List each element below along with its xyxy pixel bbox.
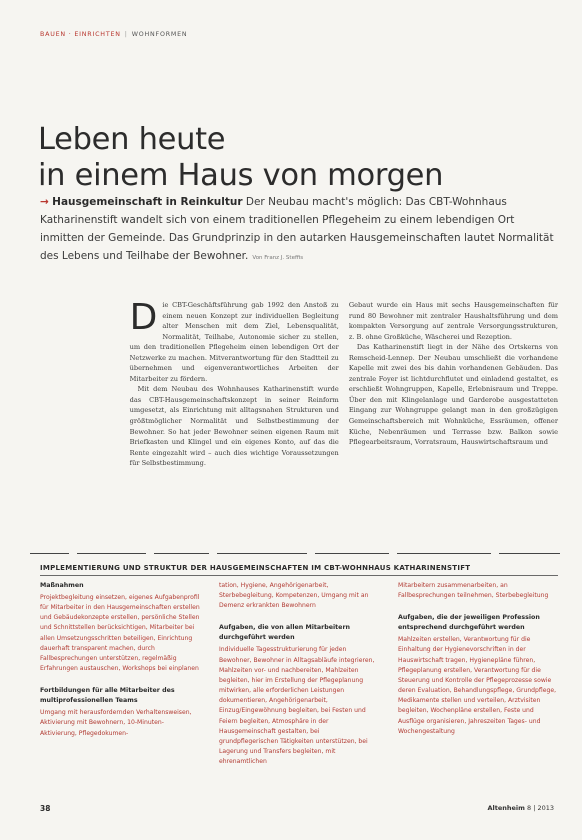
section-header xyxy=(40,31,187,38)
box-heading: Fortbildungen für alle Mitarbeiter des multiprofessionellen Teams xyxy=(40,687,175,705)
info-box-column-2 xyxy=(219,581,379,767)
box-text: Mahlzeiten erstellen, Verantwortung für die Einhaltung der Hygienevorschriften in der Hauswirtschaft tragen, Hygienepläne führen, Pflegeplanung erstellen, Verantwortung für die Steuerung und Kontrolle der Pflegeprozesse sowie deren Evaluation, Behandlungspflege, Grundpflege, Medikamente stellen und verteilen, Arztvisiten begleiten, Wochenpläne erstellen, Feste und Ausflüge organisieren, Jahreszeiten Tages- und Wochengestaltung xyxy=(398,636,557,735)
author-byline: Von Franz J. Steffis xyxy=(252,255,304,261)
header-separator: | xyxy=(124,31,128,38)
lead-kicker: Hausgemeinschaft in Reinkultur xyxy=(52,196,243,208)
title-line-1: Leben heute xyxy=(38,122,226,158)
article-title xyxy=(38,122,443,194)
body-paragraph: Mit dem Neubau des Wohnhauses Katharinenstift wurde das CBT-Hausgemeinschaftskonzept in seiner Reinform umgesetzt, als Einrichtung mit alltagsnahen Strukturen und größtmöglicher Normalität und Selbstbestimmung der Bewohner. So hat jeder Bewohner seinen eigenen Raum mit Briefkasten und Klingel und ein eigenes Konto, auf das die Rente eingezahlt wird – auch dies wichtige Voraussetzungen für Selbstbestimmung. xyxy=(129,385,339,468)
box-text: Projektbegleitung einsetzen, eigenes Aufgabenprofil für Mitarbeiter in den Hausgemeinschaften erstellen und Gebäudekonzepte erstellen, persönliche Stellen und Schnittstellen berücksichtigen, Mitarbeiter bei allen Umsetzungsschritten beteiligen, Einrichtung dauerhaft transparent machen, durch Fallbesprechungen unterstützen, regelmäßig Erfahrungen austauschen, Workshops bei einplanen xyxy=(40,594,200,673)
body-paragraph: Gebaut wurde ein Haus mit sechs Hausgemeinschaften für rund 80 Bewohner mit zentraler Haushaltsführung und dem kompakten Versorgung auf zentrale Versorgungsstrukturen, z. B. ohne Großküche, Wäscherei und Rezeption. xyxy=(348,301,558,341)
lead-text: Der Neubau macht's möglich: Das CBT-Wohnhaus Katharinenstift wandelt sich von einem traditionellen Pflegeheim zu einem lebendigen Ort inmitten der Gemeinde. Das Grundprinzip in den autarken Hausgemeinschaften lautet Normalität des Lebens und Teilhabe der Bewohner. xyxy=(40,196,554,262)
page-number: 38 xyxy=(40,804,51,813)
box-heading: Aufgaben, die der jeweiligen Profession entsprechend durchgeführt werden xyxy=(398,614,540,632)
box-divider xyxy=(30,553,560,554)
info-box-column-1 xyxy=(40,581,200,767)
info-box xyxy=(40,581,558,767)
info-box-rule xyxy=(40,575,558,576)
drop-cap: D xyxy=(129,297,158,338)
article-body xyxy=(40,297,558,469)
title-line-2: in einem Haus von morgen xyxy=(38,158,444,194)
magazine-folio xyxy=(487,804,554,812)
body-column-1 xyxy=(129,297,339,469)
box-text: Individuelle Tagesstrukturierung für jeden Bewohner, Bewohner in Alltagsabläufe integrieren, Mahlzeiten vor- und nachbereiten, Mahlzeiten begleiten, hier im Erstellung der Pflegeplanung mitwirken, alle erforderlichen Leistungen dokumentieren, Angehörigenarbeit, Einzug/Eingewöhnung begleiten, bei Festen und Feiern begleiten, Atmosphäre in der Hausgemeinschaft gestalten, bei grundpflegerischen Tätigkeiten unterstützen, bei Lagerung und Transfers begleiten, mit ehrenamtlichen xyxy=(219,646,375,766)
body-paragraph: Das Katharinenstift liegt in der Nähe des Ortskerns von Remscheid-Lennep. Der Neubau umschließt die vorhandene Kapelle mit zwei des bis dahin vorhandenen Gebäuden. Das zentrale Foyer ist lichtdurchflutet und einladend gestaltet, es erschließt Wohngruppen, Kapelle, Erlebnisraum und Treppe. Über den mit Klingelanlage und Garderobe ausgestatteten Eingang zur Wohngruppe gelangt man in den großzügigen Gemeinschaftsbereich mit Wohnküche, Essräumen, offener Küche, Nebenräumen und Terrasse bzw. Balkon sowie Pflegearbeitsraum, Vorratsraum, Hauswirtschaftsraum und xyxy=(348,343,558,447)
article-lead xyxy=(40,193,558,267)
info-box-column-3 xyxy=(398,581,558,767)
box-text: Mitarbeitern zusammenarbeiten, an Fallbesprechungen teilnehmen, Sterbebegleitung xyxy=(398,582,549,600)
box-text: Umgang mit herausfordernden Verhaltensweisen, Aktivierung mit Bewohnern, 10-Minuten-Aktivierung, Pflegedokumen- xyxy=(40,709,192,737)
box-heading: Maßnahmen xyxy=(40,582,84,589)
section-label: WOHNFORMEN xyxy=(131,31,188,38)
info-box-title: IMPLEMENTIERUNG UND STRUKTUR DER HAUSGEMEINSCHAFTEN IM CBT-WOHNHAUS KATHARINENSTIFT xyxy=(40,564,471,572)
box-heading: Aufgaben, die von allen Mitarbeitern durchgeführt werden xyxy=(219,624,351,642)
body-paragraph: ie CBT-Geschäftsführung gab 1992 den Anstoß zu einem neuen Konzept zur individuellen Begleitung alter Menschen mit dem Ziel, Lebensqualität, Normalität, Teilhabe, Autonomie sicher zu stellen, um den traditionellen Pflegeheim einen lebendigen Ort der Netzwerke zu machen. Mitverantwortung für den Stadtteil zu übernehmen und eigenverantwortliches Arbeiten der Mitarbeiter zu fördern. xyxy=(129,301,339,383)
issue-info: 8 | 2013 xyxy=(524,804,554,812)
body-column-2 xyxy=(349,300,558,469)
category-label: BAUEN · EINRICHTEN xyxy=(40,31,121,38)
box-text: tation, Hygiene, Angehörigenarbeit, Sterbebegleitung, Kompetenzen, Umgang mit an Demenz erkrankten Bewohnern xyxy=(219,582,369,610)
magazine-name: Altenheim xyxy=(487,804,525,812)
arrow-icon: → xyxy=(40,196,49,208)
